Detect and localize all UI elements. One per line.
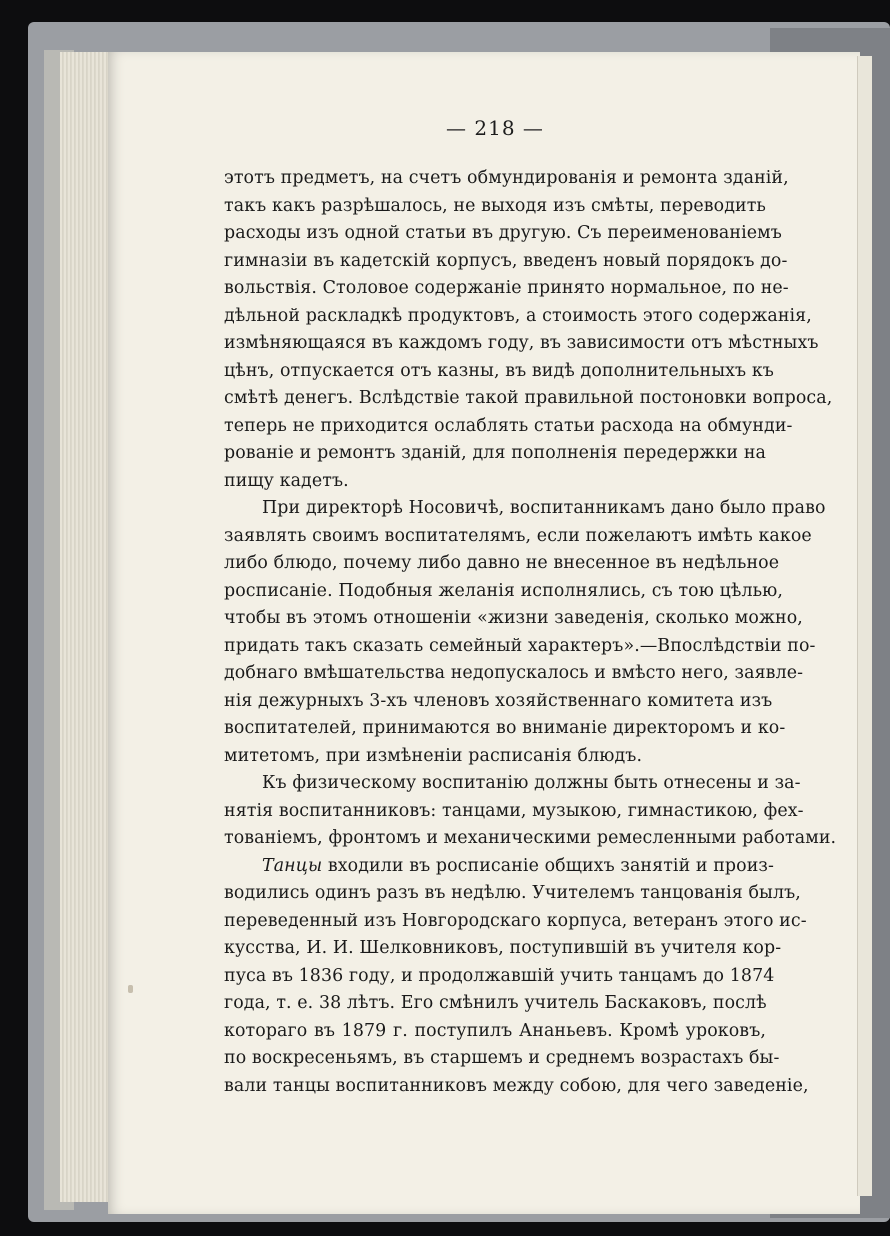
- line-text: нія дежурныхъ 3-хъ членовъ хозяйственнаго комитета изъ: [224, 690, 773, 711]
- text-line: [224, 990, 766, 1018]
- line-text: рованіе и ремонтъ зданій, для пополненія передержки на: [224, 443, 766, 463]
- body-text: [224, 165, 837, 1100]
- line-text: митетомъ, при измѣненіи расписанія блюдъ.: [224, 745, 643, 766]
- text-line: [224, 578, 784, 606]
- text-line: [224, 1073, 809, 1101]
- line-text: росписаніе. Подобныя желанія исполнялись, съ тою цѣлью,: [224, 580, 784, 601]
- text-line: [224, 330, 819, 358]
- text-line: [224, 275, 789, 303]
- text-line: [224, 248, 788, 276]
- line-text: При директорѣ Носовичѣ, воспитанникамъ дано было право: [262, 498, 826, 518]
- text-line: [224, 743, 766, 771]
- page-number: — 218 —: [446, 116, 544, 140]
- line-text: либо блюдо, почему либо давно не внесенное въ недѣльное: [224, 553, 780, 573]
- line-text: пуса въ 1836 году, и продолжавшій учить танцамъ до 1874: [224, 965, 775, 986]
- line-text: цѣнъ, отпускается отъ казны, въ видѣ дополнительныхъ къ: [224, 360, 774, 381]
- line-text: измѣняющаяся въ каждомъ году, въ зависимости отъ мѣстныхъ: [224, 333, 819, 353]
- text-line: [224, 880, 801, 908]
- line-text: вали танцы воспитанниковъ между собою, для чего заведеніе,: [224, 1075, 809, 1096]
- line-text: добнаго вмѣшательства недопускалось и вмѣсто него, заявле-: [224, 663, 804, 683]
- text-line: [224, 385, 833, 413]
- text-line: [224, 633, 816, 661]
- line-text: этотъ предметъ, на счетъ обмундированія и ремонта зданій,: [224, 168, 789, 188]
- line-text: чтобы въ этомъ отношеніи «жизни заведенія, сколько можно,: [224, 608, 803, 628]
- text-line: [224, 193, 766, 221]
- text-line: [224, 935, 782, 963]
- text-line: [224, 715, 786, 743]
- line-text: Къ физическому воспитанію должны быть отнесены и за-: [262, 773, 801, 793]
- text-line: [224, 165, 789, 193]
- line-text: котораго въ 1879 г. поступилъ Ананьевъ. Кромѣ уроковъ,: [224, 1020, 766, 1041]
- line-text: теперь не приходится ослаблять статьи расхода на обмунди-: [224, 415, 793, 436]
- line-text: расходы изъ одной статьи въ другую. Съ переименованіемъ: [224, 223, 782, 243]
- text-line: [224, 908, 807, 936]
- text-line: [224, 798, 804, 826]
- text-line: [224, 220, 782, 248]
- line-text: по воскресеньямъ, въ старшемъ и среднемъ возрастахъ бы-: [224, 1048, 780, 1068]
- line-text: воспитателей, принимаются во вниманіе директоромъ и ко-: [224, 718, 786, 738]
- line-text: входили въ росписаніе общихъ занятій и произ-: [322, 855, 774, 876]
- text-line: [224, 523, 812, 551]
- line-text: придать такъ сказать семейный характеръ».—Впослѣдствіи по-: [224, 635, 816, 656]
- line-text: пищу кадетъ.: [224, 470, 349, 491]
- text-line: [224, 825, 837, 853]
- line-text: вольствія. Столовое содержаніе принято нормальное, по не-: [224, 278, 789, 298]
- line-text: такъ какъ разрѣшалось, не выходя изъ смѣты, переводить: [224, 195, 766, 216]
- line-text: переведенный изъ Новгородскаго корпуса, ветеранъ этого ис-: [224, 910, 807, 931]
- italic-term: Танцы: [262, 855, 323, 876]
- text-line: [224, 660, 804, 688]
- line-text: дѣльной раскладкѣ продуктовъ, а стоимость этого содержанія,: [224, 305, 812, 326]
- line-text: смѣтѣ денегъ. Вслѣдствіе такой правильной постоновки вопроса,: [224, 388, 833, 408]
- line-text: заявлять своимъ воспитателямъ, если пожелаютъ имѣть какое: [224, 525, 812, 546]
- text-line: [224, 413, 793, 441]
- text-line: [224, 963, 775, 991]
- text-line: [224, 770, 801, 798]
- text-line: [224, 303, 812, 331]
- line-text: тованіемъ, фронтомъ и механическими ремесленными работами.: [224, 828, 837, 848]
- line-text: нятія воспитанниковъ: танцами, музыкою, гимнастикою, фех-: [224, 800, 804, 821]
- paper-mark: [128, 985, 133, 993]
- line-text: кусства, И. И. Шелковниковъ, поступившій въ учителя кор-: [224, 938, 782, 958]
- line-text: года, т. е. 38 лѣтъ. Его смѣнилъ учитель Баскаковъ, послѣ: [224, 993, 767, 1013]
- text-line: [224, 1018, 766, 1046]
- line-text: водились одинъ разъ въ недѣлю. Учителемъ танцованія былъ,: [224, 883, 801, 903]
- text-line: [224, 688, 773, 716]
- text-line: [224, 358, 774, 386]
- text-line: [224, 440, 766, 468]
- text-line: [224, 605, 803, 633]
- text-line: [224, 468, 766, 496]
- text-line: [224, 550, 780, 578]
- facing-page-edge: [857, 56, 872, 1196]
- line-text: гимназіи въ кадетскій корпусъ, введенъ новый порядокъ до-: [224, 250, 788, 271]
- text-line: [224, 853, 774, 881]
- text-line: [224, 1045, 780, 1073]
- text-line: [224, 495, 826, 523]
